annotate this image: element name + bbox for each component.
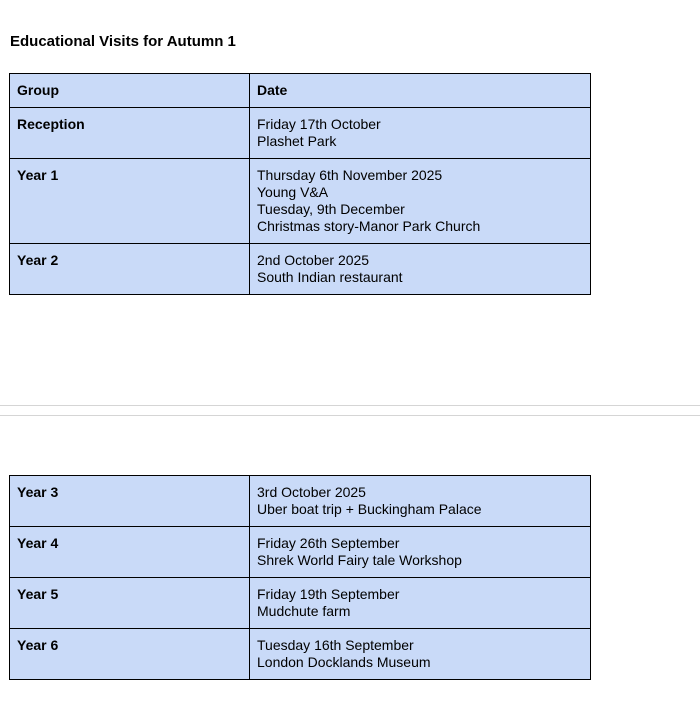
date-line: Plashet Park [257,133,337,149]
date-line: Thursday 6th November 2025 [257,167,443,183]
date-line: Tuesday, 9th December [257,201,405,217]
group-cell: Year 5 [10,578,250,629]
visits-table-page-2 [9,475,591,680]
date-cell [250,476,591,527]
date-line: Shrek World Fairy tale Workshop [257,552,462,568]
table-row [10,159,591,244]
date-line: London Docklands Museum [257,654,431,670]
table-row [10,629,591,680]
date-line: Uber boat trip + Buckingham Palace [257,501,482,517]
date-line: Young V&A [257,184,329,200]
header-date: Date [250,74,591,108]
page-break [0,405,700,416]
date-line: Christmas story-Manor Park Church [257,218,481,234]
date-line: 2nd October 2025 [257,252,370,268]
date-line: Tuesday 16th September [257,637,414,653]
table-row [10,108,591,159]
group-cell: Reception [10,108,250,159]
group-cell: Year 4 [10,527,250,578]
date-cell [250,578,591,629]
date-cell [250,159,591,244]
date-line: 3rd October 2025 [257,484,366,500]
group-cell: Year 3 [10,476,250,527]
table-header-row [10,74,591,108]
table-row [10,244,591,295]
date-line: Mudchute farm [257,603,351,619]
header-group: Group [10,74,250,108]
visits-table-page-1 [9,73,591,295]
table-row [10,578,591,629]
date-line: South Indian restaurant [257,269,403,285]
date-cell [250,108,591,159]
table-row [10,527,591,578]
date-line: Friday 17th October [257,116,381,132]
date-cell [250,629,591,680]
date-cell [250,244,591,295]
group-cell: Year 6 [10,629,250,680]
date-cell [250,527,591,578]
document-title: Educational Visits for Autumn 1 [10,33,236,50]
group-cell: Year 1 [10,159,250,244]
table-row [10,476,591,527]
date-line: Friday 19th September [257,586,400,602]
date-line: Friday 26th September [257,535,400,551]
group-cell: Year 2 [10,244,250,295]
